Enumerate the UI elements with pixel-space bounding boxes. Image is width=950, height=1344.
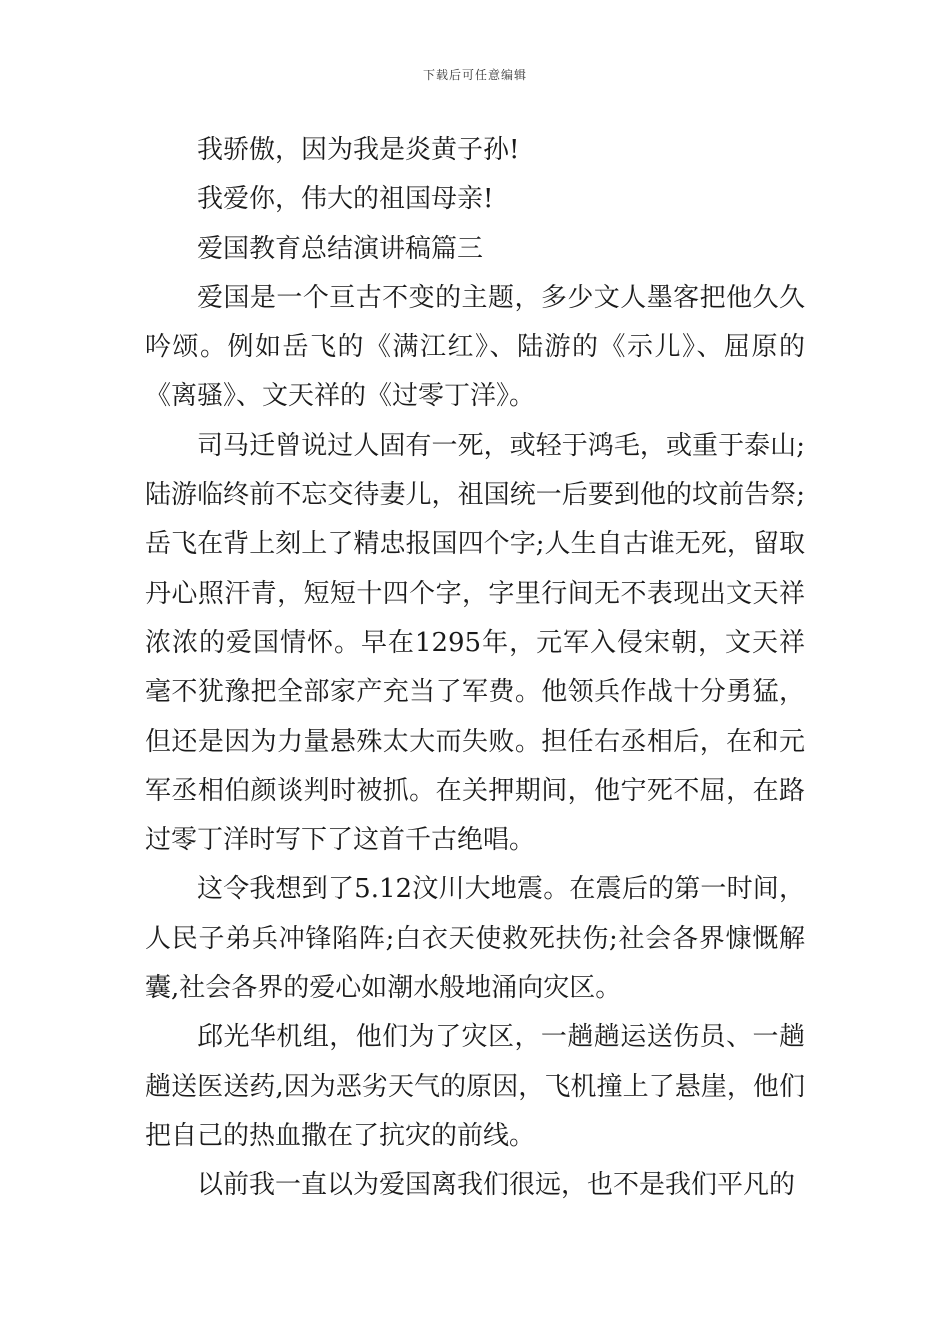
paragraph: 我骄傲，因为我是炎黄子孙! xyxy=(197,135,520,165)
paragraph: 我爱你，伟大的祖国母亲! xyxy=(197,184,494,215)
paragraph: 司马迁曾说过人固有一死，或轻于鸿毛，或重于泰山;陆游临终前不忘交待妻儿，祖国统一后要到他的坟前告祭;岳飞在背上刻上了精忠报国四个字;人生自古谁无死，留取丹心照汗青，短短十四个字，字里行间无不表现出文天祥浓浓的爱国情怀。早在1295年，元军入侵宋朝，文天祥毫不犹豫把全部家产充当了军费。他领兵作战十分勇猛，但还是因为力量悬殊太大而失败。担任右丞相后，在和元军丞相伯颜谈判时被抓。在关押期间，他宁死不屈，在路过零丁洋时写下了这首千古绝唱。 xyxy=(145,430,805,856)
paragraph: 以前我一直以为爱国离我们很远，也不是我们平凡的 xyxy=(197,1170,796,1201)
paragraph: 邱光华机组，他们为了灾区，一趟趟运送伤员、一趟趟送医送药,因为恶劣天气的原因，飞机撞上了悬崖，他们把自己的热血撒在了抗灾的前线。 xyxy=(145,1022,805,1151)
page-header: 下载后可任意编辑 xyxy=(422,68,527,82)
document-body xyxy=(145,126,805,1211)
paragraph: 爱国是一个亘古不变的主题，多少文人墨客把他久久吟颂。例如岳飞的《满江红》、陆游的《示儿》、屈原的《离骚》、文天祥的《过零丁洋》。 xyxy=(145,282,805,412)
section-heading: 爱国教育总结演讲稿篇三 xyxy=(197,233,484,264)
paragraph: 这令我想到了5.12汶川大地震。在震后的第一时间，人民子弟兵冲锋陷阵;白衣天使救死扶伤;社会各界慷慨解囊,社会各界的爱心如潮水般地涌向灾区。 xyxy=(145,874,805,1004)
